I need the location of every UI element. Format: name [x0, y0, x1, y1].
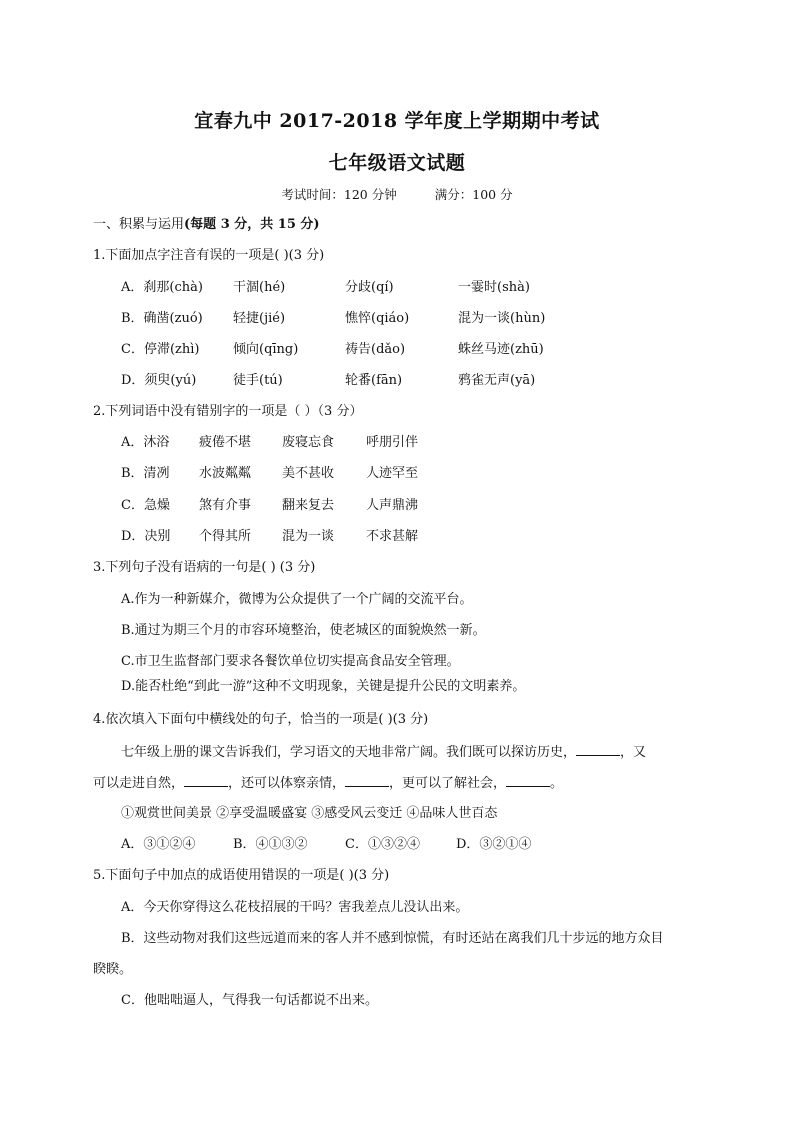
q4-choice-b: B．④①③② [233, 837, 308, 852]
q3-option-d: D.能否杜绝“到此一游”这种不文明现象，关键是提升公民的文明素养。 [121, 679, 526, 694]
q4-text-3: 可以走进自然， [93, 776, 185, 791]
q4-phrases: ①观赏世间美景 ②享受温暖盛宴 ③感受风云变迁 ④品味人世百态 [121, 806, 498, 821]
q5-option-b-line-2: 睽睽。 [93, 962, 133, 977]
q2-c-4: 人声鼎沸 [366, 498, 419, 513]
q2-a-4: 呼朋引伴 [366, 435, 419, 450]
q1-a-3: 分歧(qí) [345, 280, 394, 295]
q2-d-2: 个得其所 [199, 529, 252, 544]
q1-c-2: 倾向(qīng) [233, 342, 299, 357]
q1-d-1: D．须臾(yú) [121, 373, 197, 388]
exam-subtitle: 七年级语文试题 [328, 152, 466, 174]
q2-stem: 2.下列词语中没有错别字的一项是（ ）（3 分） [93, 404, 363, 419]
q2-d-1: D．决别 [121, 529, 171, 544]
q4-text-4: ，还可以体察亲情， [228, 776, 346, 791]
q1-c-3: 祷告(dǎo) [345, 342, 406, 357]
q4-passage-line-1 [121, 743, 646, 762]
q1-d-2: 徒手(tú) [233, 373, 283, 388]
exam-time: 考试时间：120 分钟 [281, 187, 397, 202]
q5-option-c: C．他咄咄逼人，气得我一句话都说不出来。 [121, 993, 378, 1008]
q2-d-3: 混为一谈 [282, 529, 335, 544]
q1-stem: 1.下面加点字注音有误的一项是( )(3 分) [93, 248, 325, 263]
section-note: (每题 3 分，共 15 分) [184, 217, 320, 232]
q2-c-2: 煞有介事 [199, 498, 252, 513]
q4-blank-1 [576, 743, 620, 756]
q5-option-a: A．今天你穿得这么花枝招展的干吗？害我差点儿没认出来。 [121, 900, 469, 915]
q4-blank-2 [184, 774, 228, 787]
q4-choice-c: C．①③②④ [345, 837, 420, 852]
q2-a-2: 疲倦不堪 [199, 435, 252, 450]
q2-b-2: 水波粼粼 [199, 466, 252, 481]
exam-score: 满分：100 分 [434, 187, 513, 202]
q2-a-1: A．沐浴 [121, 435, 170, 450]
q4-text-6: 。 [550, 776, 564, 791]
q4-passage-line-2 [93, 774, 563, 793]
q3-stem: 3.下列句子没有语病的一句是( ) (3 分) [93, 560, 316, 575]
q1-d-3: 轮番(fān) [345, 373, 403, 388]
q1-c-1: C．停滞(zhì) [121, 342, 200, 357]
q2-b-4: 人迹罕至 [366, 466, 419, 481]
q4-choice-d: D．③②①④ [456, 837, 532, 852]
q2-a-3: 废寝忘食 [282, 435, 335, 450]
exam-meta [0, 185, 794, 203]
q2-b-1: B．清冽 [121, 466, 170, 481]
exam-title: 宜春九中 2017-2018 学年度上学期期中考试 [194, 110, 600, 132]
q1-b-2: 轻捷(jié) [233, 311, 286, 326]
q4-stem: 4.依次填入下面句中横线处的句子，恰当的一项是( )(3 分) [93, 712, 429, 727]
q1-b-3: 憔悴(qiáo) [345, 311, 410, 326]
q4-text-1: 七年级上册的课文告诉我们，学习语文的天地非常广阔。我们既可以探访历史， [121, 745, 577, 760]
q1-d-4: 鸦雀无声(yā) [458, 373, 536, 388]
q3-option-b: B.通过为期三个月的市容环境整治，使老城区的面貌焕然一新。 [121, 623, 486, 638]
q4-text-2: ，又 [620, 745, 647, 760]
q2-b-3: 美不甚收 [282, 466, 335, 481]
q1-b-1: B．确凿(zuó) [121, 311, 203, 326]
q4-choice-a: A．③①②④ [121, 837, 196, 852]
q2-c-1: C．急燥 [121, 498, 170, 513]
q1-c-4: 蛛丝马迹(zhū) [458, 342, 544, 357]
section-heading [93, 216, 320, 234]
q1-a-4: 一霎时(shà) [458, 280, 530, 295]
q2-d-4: 不求甚解 [366, 529, 419, 544]
q3-option-c: C.市卫生监督部门要求各餐饮单位切实提高食品安全管理。 [121, 654, 460, 669]
q1-a-1: A．刹那(chà) [121, 280, 203, 295]
section-title: 一、积累与运用 [93, 217, 185, 232]
q4-text-5: ，更可以了解社会， [389, 776, 507, 791]
q4-blank-3 [345, 774, 389, 787]
q5-option-b-line-1: B．这些动物对我们这些远道而来的客人并不感到惊慌，有时还站在离我们几十步远的地方众目 [121, 931, 664, 946]
q3-option-a: A.作为一种新媒介，微博为公众提供了一个广阔的交流平台。 [121, 592, 473, 607]
q2-c-3: 翻来复去 [282, 498, 335, 513]
q5-stem: 5.下面句子中加点的成语使用错误的一项是( )(3 分) [93, 868, 390, 883]
q1-b-4: 混为一谈(hùn) [458, 311, 546, 326]
q1-a-2: 干涸(hé) [233, 280, 286, 295]
q4-blank-4 [506, 774, 550, 787]
